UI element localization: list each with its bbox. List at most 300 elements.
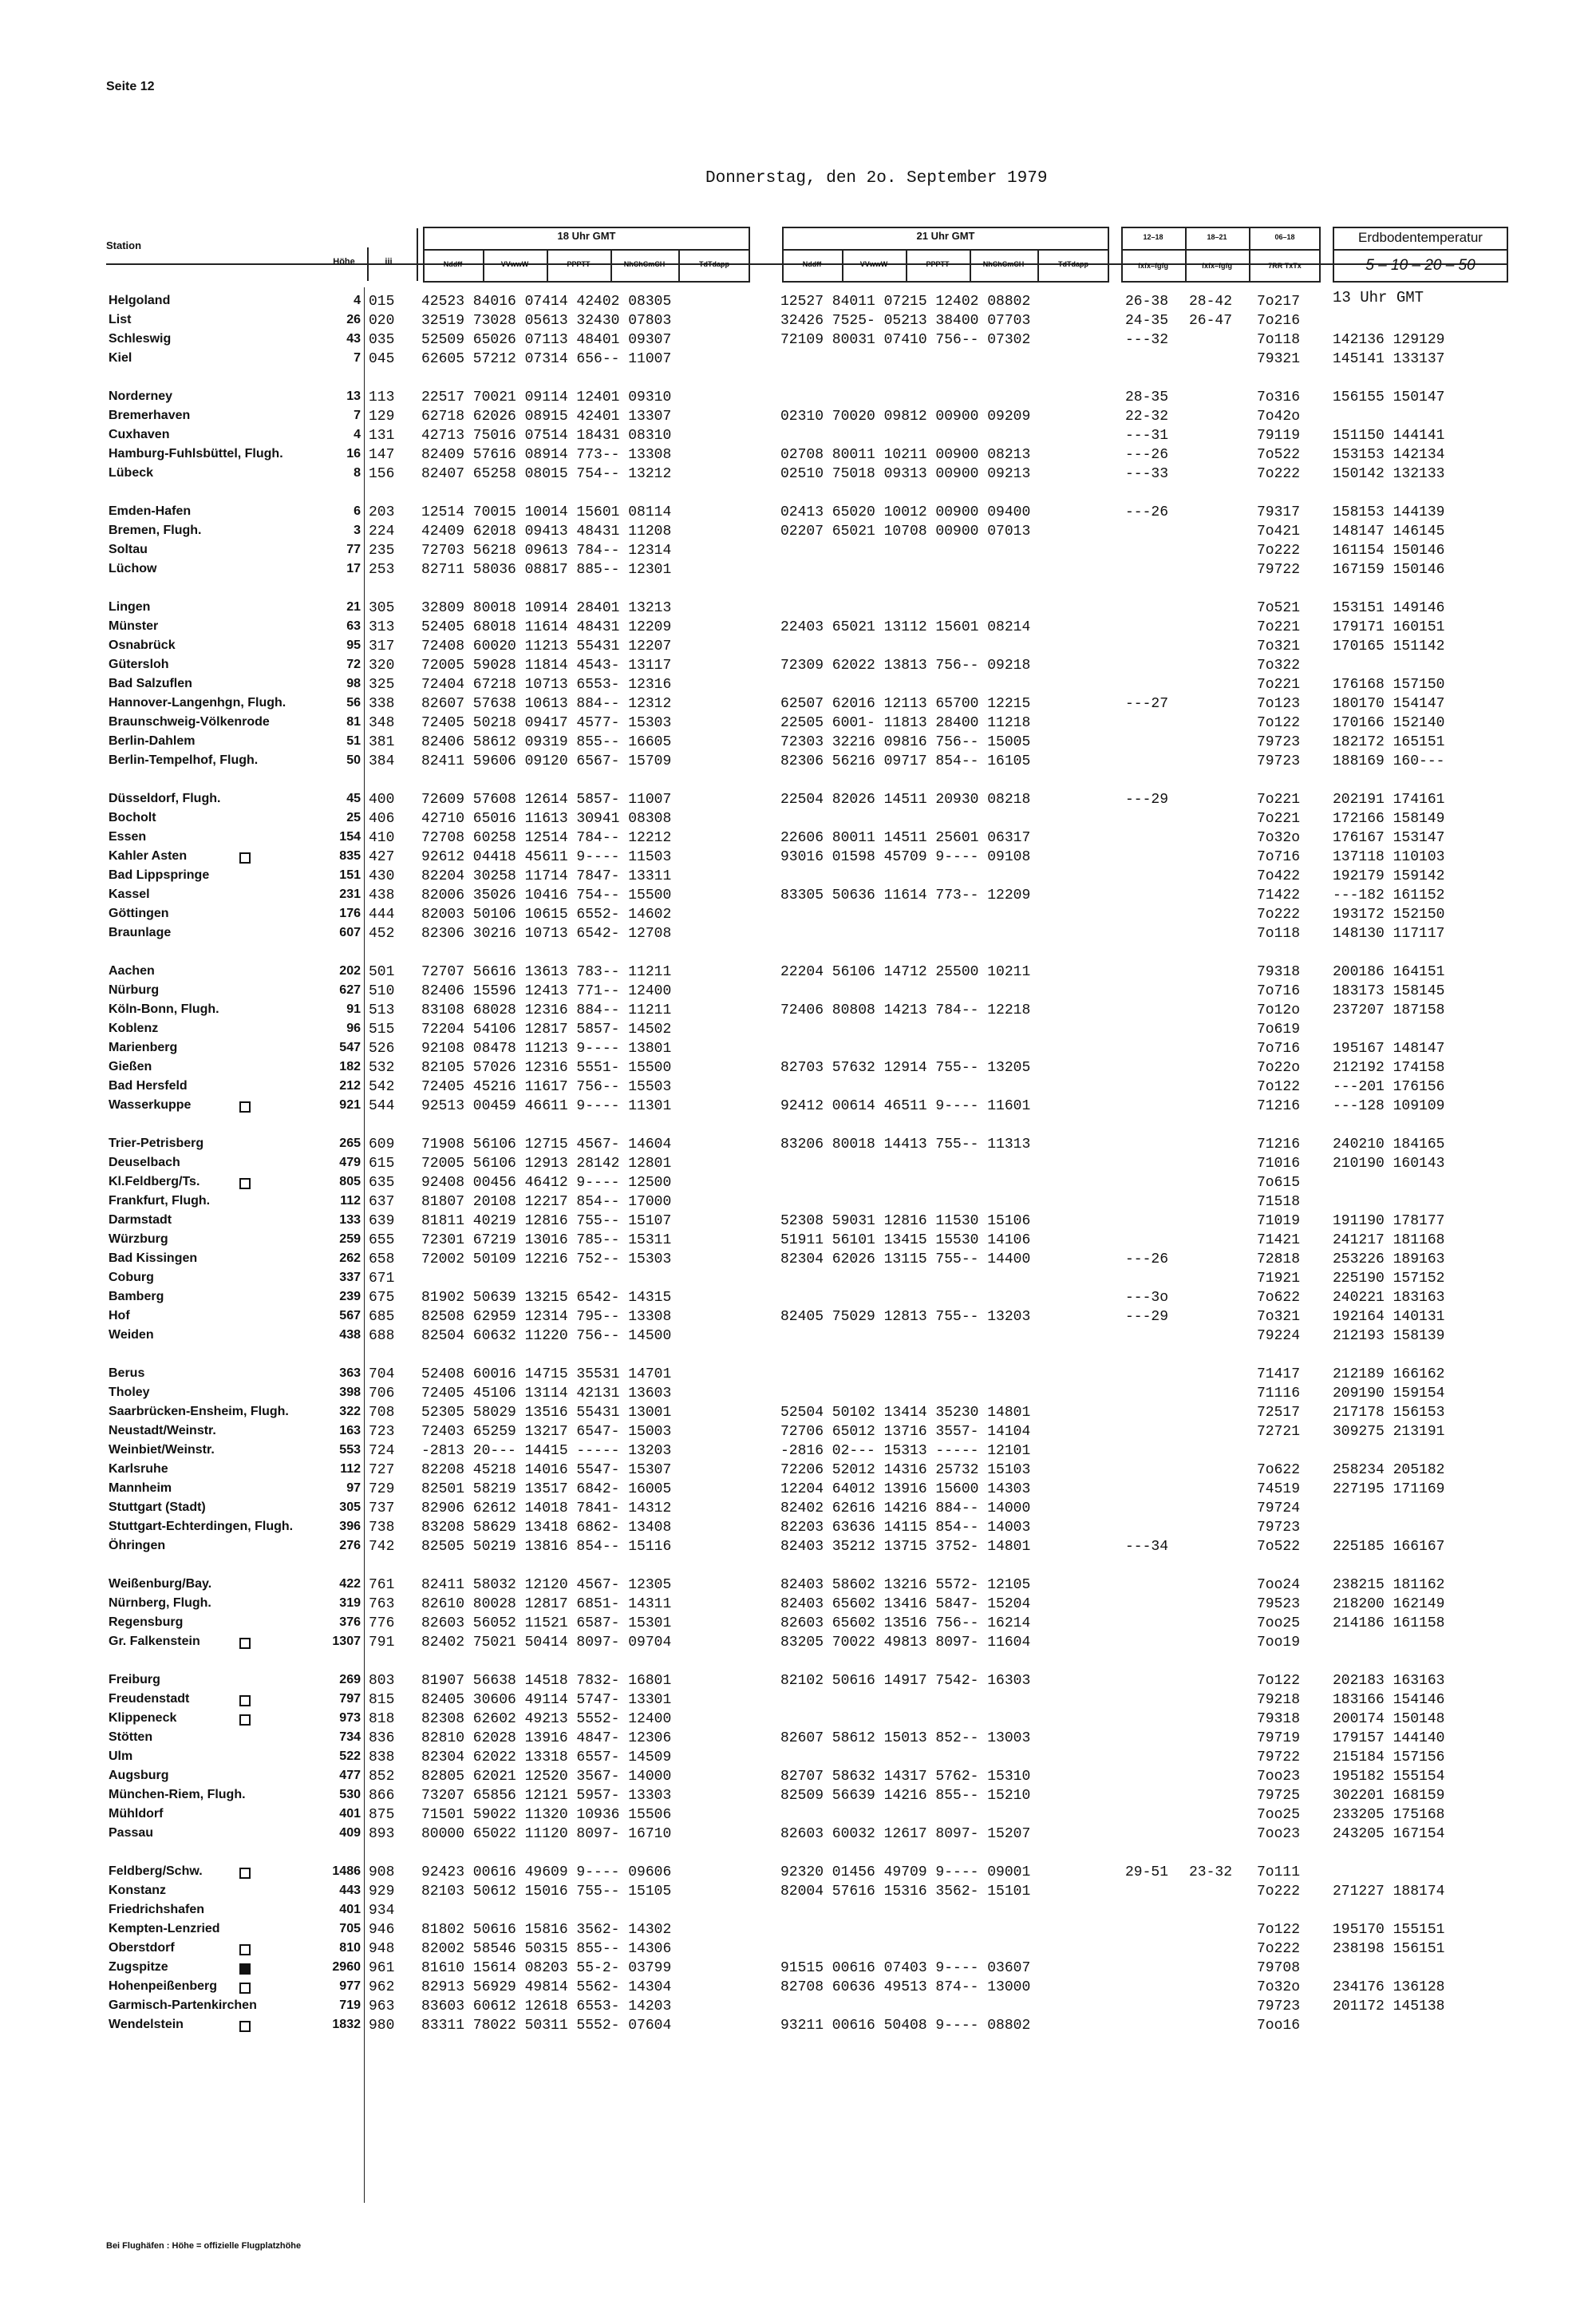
- station-height: 530: [339, 1788, 361, 1801]
- soil-temperature: 179157 144140: [1333, 1730, 1445, 1746]
- station-index: 510: [369, 983, 395, 999]
- station-index: 838: [369, 1749, 395, 1765]
- obs-18-groups: 22517 70021 09114 12401 09310: [421, 389, 672, 405]
- soil-temperature: 209190 159154: [1333, 1386, 1445, 1402]
- soil-temperature: 212192 174158: [1333, 1060, 1445, 1076]
- table-row: [0, 1060, 1596, 1079]
- station-height: 17: [346, 562, 361, 575]
- station-height: 154: [339, 830, 361, 844]
- obs-18-groups: 83108 68028 12316 884-- 11211: [421, 1002, 672, 1018]
- table-row: [0, 600, 1596, 619]
- station-name: Wasserkuppe: [109, 1098, 192, 1112]
- station-height: 91: [346, 1002, 361, 1016]
- rain-temp-06-18: 7oo25: [1257, 1615, 1301, 1631]
- obs-18-groups: 83311 78022 50311 5552- 07604: [421, 2018, 672, 2034]
- table-row: [0, 753, 1596, 773]
- station-index: 338: [369, 696, 395, 712]
- table-row: [0, 1749, 1596, 1769]
- table-row: [0, 830, 1596, 849]
- station-index: 818: [369, 1711, 395, 1727]
- rain-temp-06-18: 79723: [1257, 753, 1301, 769]
- table-row: [0, 313, 1596, 332]
- soil-temperature: 188169 160---: [1333, 753, 1445, 769]
- obs-18-groups: 82711 58036 08817 885-- 12301: [421, 562, 672, 578]
- table-row: [0, 1520, 1596, 1539]
- station-name: Coburg: [109, 1271, 154, 1284]
- rain-temp-06-18: 79724: [1257, 1500, 1301, 1516]
- obs-21-groups: 83205 70022 49813 8097- 11604: [780, 1635, 1031, 1651]
- station-height: 8: [354, 466, 361, 480]
- rain-temp-06-18: 7oo24: [1257, 1577, 1301, 1593]
- table-row: [0, 1711, 1596, 1730]
- station-height: 607: [339, 926, 361, 939]
- station-height: 477: [339, 1769, 361, 1782]
- soil-temperature: 153151 149146: [1333, 600, 1445, 616]
- station-index: 737: [369, 1500, 395, 1516]
- station-index: 427: [369, 849, 395, 865]
- rain-temp-06-18: 7o522: [1257, 447, 1301, 463]
- obs-18-groups: 82002 58546 50315 855-- 14306: [421, 1941, 672, 1957]
- station-name: Trier-Petrisberg: [109, 1137, 204, 1150]
- rain-temp-06-18: 7o322: [1257, 658, 1301, 674]
- station-index: 400: [369, 792, 395, 808]
- obs-18-groups: 82103 50612 15016 755-- 15105: [421, 1884, 672, 1900]
- gust-12-18: 29-51: [1125, 1864, 1169, 1880]
- table-row: [0, 1041, 1596, 1060]
- table-row: [0, 1194, 1596, 1213]
- station-index: 727: [369, 1462, 395, 1478]
- station-index: 381: [369, 734, 395, 750]
- group-21-title: 21 Uhr GMT: [916, 230, 975, 242]
- obs-21-groups: 82707 58632 14317 5762- 15310: [780, 1769, 1031, 1785]
- obs-21-groups: 82403 65602 13416 5847- 15204: [780, 1596, 1031, 1612]
- station-name: Stötten: [109, 1730, 153, 1744]
- table-row: [0, 1673, 1596, 1692]
- station-index: 406: [369, 811, 395, 827]
- station-index: 761: [369, 1577, 395, 1593]
- station-height: 97: [346, 1481, 361, 1495]
- rain-temp-06-18: 79218: [1257, 1692, 1301, 1708]
- station-height: 522: [339, 1749, 361, 1763]
- table-row: [0, 466, 1596, 485]
- soil-temperature: 170165 151142: [1333, 638, 1445, 654]
- obs-18-groups: 12514 70015 10014 15601 08114: [421, 504, 672, 520]
- station-height: 337: [339, 1271, 361, 1284]
- col21-pppt: PPPTT: [926, 260, 950, 268]
- station-name: Gießen: [109, 1060, 152, 1073]
- station-height: 422: [339, 1577, 361, 1591]
- soil-temperature: 151150 144141: [1333, 428, 1445, 444]
- obs-18-groups: 82308 62602 49213 5552- 12400: [421, 1711, 672, 1727]
- station-name: Hamburg-Fuhlsbüttel, Flugh.: [109, 447, 283, 461]
- table-row: [0, 1251, 1596, 1271]
- col-18-21: 18–21: [1207, 233, 1227, 241]
- station-name: Karlsruhe: [109, 1462, 168, 1476]
- station-height: 262: [339, 1251, 361, 1265]
- station-height: 133: [339, 1213, 361, 1227]
- soil-temperature: 200186 164151: [1333, 964, 1445, 980]
- station-height: 77: [346, 543, 361, 556]
- gust-12-18: 26-38: [1125, 294, 1169, 310]
- station-index: 313: [369, 619, 395, 635]
- rain-temp-06-18: 7o622: [1257, 1290, 1301, 1306]
- obs-18-groups: 32809 80018 10914 28401 13213: [421, 600, 672, 616]
- station-name: Weinbiet/Weinstr.: [109, 1443, 215, 1457]
- station-name: List: [109, 313, 132, 326]
- rain-temp-06-18: 72517: [1257, 1405, 1301, 1421]
- obs-21-groups: 83206 80018 14413 755-- 11313: [780, 1137, 1031, 1152]
- station-height: 51: [346, 734, 361, 748]
- table-row: [0, 562, 1596, 581]
- open-square-icon: [239, 1983, 251, 1994]
- station-height: 212: [339, 1079, 361, 1093]
- soil-temperature: 234176 136128: [1333, 1979, 1445, 1995]
- soil-temperature: 195170 155151: [1333, 1922, 1445, 1938]
- table-row: [0, 2018, 1596, 2037]
- obs-21-groups: 82402 62616 14216 884-- 14000: [780, 1500, 1031, 1516]
- obs-21-groups: 82405 75029 12813 755-- 13203: [780, 1309, 1031, 1325]
- table-row: [0, 1979, 1596, 1999]
- obs-18-groups: 92408 00456 46412 9---- 12500: [421, 1175, 672, 1191]
- station-index: 325: [369, 677, 395, 693]
- rain-temp-06-18: 79318: [1257, 1711, 1301, 1727]
- station-name: Hannover-Langenhgn, Flugh.: [109, 696, 286, 710]
- gust-12-18: ---26: [1125, 447, 1169, 463]
- open-square-icon: [239, 1695, 251, 1706]
- obs-18-groups: 82411 59606 09120 6567- 15709: [421, 753, 672, 769]
- obs-18-groups: 42710 65016 11613 30941 08308: [421, 811, 672, 827]
- obs-18-groups: 82003 50106 10615 6552- 14602: [421, 907, 672, 923]
- station-name: Gr. Falkenstein: [109, 1635, 200, 1648]
- station-name: Kl.Feldberg/Ts.: [109, 1175, 200, 1188]
- station-name: Gütersloh: [109, 658, 169, 671]
- station-name: Würzburg: [109, 1232, 168, 1246]
- rain-temp-06-18: 7o32o: [1257, 830, 1301, 846]
- table-row: [0, 888, 1596, 907]
- table-row: [0, 1232, 1596, 1251]
- soil-temperature: 167159 150146: [1333, 562, 1445, 578]
- rain-temp-06-18: 7o122: [1257, 715, 1301, 731]
- table-row: [0, 428, 1596, 447]
- station-index: 866: [369, 1788, 395, 1804]
- station-index: 708: [369, 1405, 395, 1421]
- open-square-icon: [239, 1101, 251, 1113]
- rain-temp-06-18: 71417: [1257, 1366, 1301, 1382]
- rain-temp-06-18: 7o222: [1257, 1884, 1301, 1900]
- station-height: 443: [339, 1884, 361, 1897]
- table-row: [0, 983, 1596, 1002]
- station-index: 305: [369, 600, 395, 616]
- station-name: Cuxhaven: [109, 428, 170, 441]
- station-index: 156: [369, 466, 395, 482]
- station-height: 547: [339, 1041, 361, 1054]
- station-height: 265: [339, 1137, 361, 1150]
- obs-18-groups: 72404 67218 10713 6553- 12316: [421, 677, 672, 693]
- note-13-uhr: 13 Uhr GMT: [1333, 289, 1424, 306]
- soil-temperature: 218200 162149: [1333, 1596, 1445, 1612]
- soil-temperature: 170166 152140: [1333, 715, 1445, 731]
- station-index: 224: [369, 524, 395, 540]
- rain-temp-06-18: 7o615: [1257, 1175, 1301, 1191]
- obs-18-groups: 92108 08478 11213 9---- 13801: [421, 1041, 672, 1057]
- station-name: Stuttgart-Echterdingen, Flugh.: [109, 1520, 294, 1533]
- station-index: 131: [369, 428, 395, 444]
- station-height: 182: [339, 1060, 361, 1073]
- soil-temperature: 179171 160151: [1333, 619, 1445, 635]
- obs-21-groups: 62507 62016 12113 65700 12215: [780, 696, 1031, 712]
- obs-21-groups: 72206 52012 14316 25732 15103: [780, 1462, 1031, 1478]
- station-name: Bad Kissingen: [109, 1251, 198, 1265]
- table-row: [0, 1156, 1596, 1175]
- soil-temperature: 214186 161158: [1333, 1615, 1445, 1631]
- rain-temp-06-18: 7o118: [1257, 926, 1301, 942]
- obs-21-groups: 82203 63636 14115 854-- 14003: [780, 1520, 1031, 1536]
- rain-temp-06-18: 7oo19: [1257, 1635, 1301, 1651]
- obs-18-groups: 72301 67219 13016 785-- 15311: [421, 1232, 672, 1248]
- table-row: [0, 734, 1596, 753]
- station-name: Berus: [109, 1366, 145, 1380]
- station-height: 21: [346, 600, 361, 614]
- col-06-18-sub: 7RR TxTx: [1268, 262, 1302, 270]
- station-height: 26: [346, 313, 361, 326]
- rain-temp-06-18: 7o221: [1257, 619, 1301, 635]
- station-name: Tholey: [109, 1386, 150, 1399]
- rain-temp-06-18: 7o222: [1257, 543, 1301, 559]
- station-height: 151: [339, 868, 361, 882]
- station-index: 615: [369, 1156, 395, 1172]
- soil-temperature: 192164 140131: [1333, 1309, 1445, 1325]
- erdboden-depths: 5 – 10 – 20 – 50: [1365, 257, 1476, 274]
- rain-temp-06-18: 7oo16: [1257, 2018, 1301, 2034]
- station-index: 946: [369, 1922, 395, 1938]
- station-name: Lübeck: [109, 466, 154, 480]
- station-name: Augsburg: [109, 1769, 169, 1782]
- obs-18-groups: 82805 62021 12520 3567- 14000: [421, 1769, 672, 1785]
- obs-18-groups: 81802 50616 15816 3562- 14302: [421, 1922, 672, 1938]
- rain-temp-06-18: 7o22o: [1257, 1060, 1301, 1076]
- station-index: 410: [369, 830, 395, 846]
- rain-temp-06-18: 7o316: [1257, 389, 1301, 405]
- obs-18-groups: 72204 54106 12817 5857- 14502: [421, 1022, 672, 1038]
- station-index: 929: [369, 1884, 395, 1900]
- soil-temperature: 201172 145138: [1333, 1999, 1445, 2014]
- gust-18-21: 23-32: [1189, 1864, 1233, 1880]
- rain-temp-06-18: 7o122: [1257, 1922, 1301, 1938]
- soil-temperature: 182172 165151: [1333, 734, 1445, 750]
- station-index: 513: [369, 1002, 395, 1018]
- soil-temperature: 202183 163163: [1333, 1673, 1445, 1689]
- rain-temp-06-18: 7o222: [1257, 907, 1301, 923]
- obs-21-groups: 82004 57616 15316 3562- 15101: [780, 1884, 1031, 1900]
- col-12-18: 12–18: [1143, 233, 1163, 241]
- soil-temperature: 217178 156153: [1333, 1405, 1445, 1421]
- col21-clouds: NhChCmCH: [982, 260, 1025, 268]
- station-height: 376: [339, 1615, 361, 1629]
- rain-temp-06-18: 71016: [1257, 1156, 1301, 1172]
- obs-18-groups: 72405 45106 13114 42131 13603: [421, 1386, 672, 1402]
- table-row: [0, 1137, 1596, 1156]
- obs-18-groups: 72703 56218 09613 784-- 12314: [421, 543, 672, 559]
- obs-21-groups: 72406 80808 14213 784-- 12218: [780, 1002, 1031, 1018]
- obs-21-groups: -2816 02--- 15313 ----- 12101: [780, 1443, 1031, 1459]
- col18-clouds: NhChCmCH: [623, 260, 666, 268]
- soil-temperature: 180170 154147: [1333, 696, 1445, 712]
- table-row: [0, 1309, 1596, 1328]
- table-row: [0, 1539, 1596, 1558]
- station-index: 015: [369, 294, 395, 310]
- station-name: Hof: [109, 1309, 130, 1322]
- soil-temperature: 150142 132133: [1333, 466, 1445, 482]
- station-name: Passau: [109, 1826, 154, 1840]
- station-height: 835: [339, 849, 361, 863]
- obs-21-groups: 12204 64012 13916 15600 14303: [780, 1481, 1031, 1497]
- rain-temp-06-18: 7o111: [1257, 1864, 1301, 1880]
- soil-temperature: 215184 157156: [1333, 1749, 1445, 1765]
- group-18-title: 18 Uhr GMT: [557, 230, 616, 242]
- open-square-icon: [239, 1714, 251, 1726]
- station-index: 852: [369, 1769, 395, 1785]
- rain-temp-06-18: 72818: [1257, 1251, 1301, 1267]
- station-height: 96: [346, 1022, 361, 1035]
- obs-18-groups: 82006 35026 10416 754-- 15500: [421, 888, 672, 903]
- obs-18-groups: 52509 65026 07113 48401 09307: [421, 332, 672, 348]
- station-height: 7: [354, 351, 361, 365]
- table-row: [0, 389, 1596, 409]
- station-height: 98: [346, 677, 361, 690]
- rain-temp-06-18: 7o221: [1257, 677, 1301, 693]
- obs-18-groups: 92423 00616 49609 9---- 09606: [421, 1864, 672, 1880]
- rain-temp-06-18: 7o122: [1257, 1079, 1301, 1095]
- obs-18-groups: 82105 57026 12316 5551- 15500: [421, 1060, 672, 1076]
- station-name: Münster: [109, 619, 159, 633]
- station-height: 45: [346, 792, 361, 805]
- rain-temp-06-18: 7o222: [1257, 466, 1301, 482]
- station-index: 637: [369, 1194, 395, 1210]
- header-hoehe: Höhe: [333, 257, 355, 267]
- station-height: 4: [354, 294, 361, 307]
- station-height: 479: [339, 1156, 361, 1169]
- station-height: 973: [339, 1711, 361, 1725]
- station-height: 322: [339, 1405, 361, 1418]
- station-index: 020: [369, 313, 395, 329]
- soil-temperature: 158153 144139: [1333, 504, 1445, 520]
- gust-12-18: ---34: [1125, 1539, 1169, 1555]
- gust-12-18: 24-35: [1125, 313, 1169, 329]
- station-name: Soltau: [109, 543, 148, 556]
- station-index: 706: [369, 1386, 395, 1402]
- table-row: [0, 1405, 1596, 1424]
- table-row: [0, 658, 1596, 677]
- station-index: 704: [369, 1366, 395, 1382]
- station-height: 1832: [332, 2018, 361, 2031]
- station-height: 1486: [332, 1864, 361, 1878]
- soil-temperature: 193172 152150: [1333, 907, 1445, 923]
- rain-temp-06-18: 79318: [1257, 964, 1301, 980]
- soil-temperature: 202191 174161: [1333, 792, 1445, 808]
- station-name: Lingen: [109, 600, 151, 614]
- soil-temperature: 137118 110103: [1333, 849, 1445, 865]
- soil-temperature: 238215 181162: [1333, 1577, 1445, 1593]
- station-index: 724: [369, 1443, 395, 1459]
- station-height: 1307: [332, 1635, 361, 1648]
- rain-temp-06-18: 79708: [1257, 1960, 1301, 1976]
- rain-temp-06-18: 7o42o: [1257, 409, 1301, 425]
- station-height: 72: [346, 658, 361, 671]
- rain-temp-06-18: 7o118: [1257, 332, 1301, 348]
- rain-temp-06-18: 71116: [1257, 1386, 1301, 1402]
- obs-18-groups: 73207 65856 12121 5957- 13303: [421, 1788, 672, 1804]
- table-row: [0, 1903, 1596, 1922]
- station-height: 319: [339, 1596, 361, 1610]
- soil-temperature: 309275 213191: [1333, 1424, 1445, 1440]
- table-row: [0, 1730, 1596, 1749]
- rain-temp-06-18: 7o622: [1257, 1462, 1301, 1478]
- station-index: 501: [369, 964, 395, 980]
- station-index: 980: [369, 2018, 395, 2034]
- station-name: Emden-Hafen: [109, 504, 192, 518]
- gust-12-18: ---33: [1125, 466, 1169, 482]
- gust-12-18: ---26: [1125, 504, 1169, 520]
- station-index: 113: [369, 389, 395, 405]
- table-row: [0, 1443, 1596, 1462]
- station-name: Wendelstein: [109, 2018, 184, 2031]
- table-row: [0, 1079, 1596, 1098]
- obs-18-groups: 82913 56929 49814 5562- 14304: [421, 1979, 672, 1995]
- header-iii: iii: [385, 257, 393, 267]
- col21-nddff: Nddff: [802, 260, 822, 268]
- station-name: Oberstdorf: [109, 1941, 175, 1955]
- col18-nddff: Nddff: [443, 260, 463, 268]
- station-name: München-Riem, Flugh.: [109, 1788, 246, 1801]
- station-index: 815: [369, 1692, 395, 1708]
- soil-temperature: 225185 166167: [1333, 1539, 1445, 1555]
- obs-21-groups: 82403 35212 13715 3752- 14801: [780, 1539, 1031, 1555]
- station-height: 797: [339, 1692, 361, 1706]
- station-name: Köln-Bonn, Flugh.: [109, 1002, 219, 1016]
- station-name: Regensburg: [109, 1615, 184, 1629]
- station-height: 7: [354, 409, 361, 422]
- station-height: 977: [339, 1979, 361, 1993]
- obs-18-groups: 82508 62959 12314 795-- 13308: [421, 1309, 672, 1325]
- table-row: [0, 926, 1596, 945]
- station-height: 409: [339, 1826, 361, 1840]
- obs-18-groups: 72405 45216 11617 756-- 15503: [421, 1079, 672, 1095]
- table-row: [0, 811, 1596, 830]
- table-row: [0, 907, 1596, 926]
- open-square-icon: [239, 1944, 251, 1955]
- rain-temp-06-18: 7o521: [1257, 600, 1301, 616]
- table-row: [0, 868, 1596, 888]
- station-height: 810: [339, 1941, 361, 1955]
- table-row: [0, 1596, 1596, 1615]
- table-row: [0, 1424, 1596, 1443]
- obs-21-groups: 72303 32216 09816 756-- 15005: [780, 734, 1031, 750]
- station-name: Bad Salzuflen: [109, 677, 192, 690]
- station-name: Öhringen: [109, 1539, 166, 1552]
- col21-vvwww: VVwwW: [859, 260, 888, 268]
- soil-temperature: ---128 109109: [1333, 1098, 1445, 1114]
- table-row: [0, 1500, 1596, 1520]
- col18-pppt: PPPTT: [567, 260, 591, 268]
- station-index: 035: [369, 332, 395, 348]
- station-index: 803: [369, 1673, 395, 1689]
- soil-temperature: 183166 154146: [1333, 1692, 1445, 1708]
- table-row: [0, 1635, 1596, 1654]
- rain-temp-06-18: 7o123: [1257, 696, 1301, 712]
- obs-21-groups: 22606 80011 14511 25601 06317: [780, 830, 1031, 846]
- station-index: 934: [369, 1903, 395, 1919]
- rain-temp-06-18: 7o216: [1257, 313, 1301, 329]
